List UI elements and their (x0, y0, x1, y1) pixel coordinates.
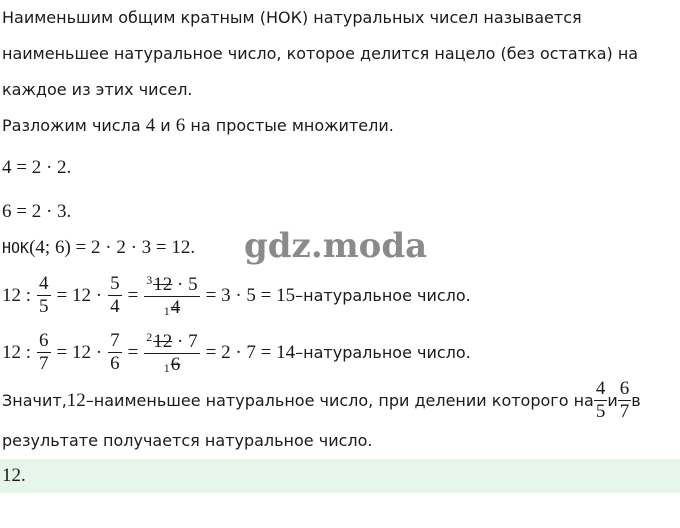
conclusion-suffix: в (631, 391, 641, 410)
conclusion-number: 12 (66, 389, 86, 411)
conclusion-line-1 (2, 378, 641, 423)
calc1-tail: –натуральное число. (295, 286, 471, 305)
number-6: 6 (175, 115, 186, 136)
watermark-logo: gdz.moda (244, 226, 428, 266)
calc1-lead: 12 : (2, 284, 32, 306)
fraction-7-6: $\frac{7}{6}$ (110, 330, 120, 374)
decompose-suffix: на простые множители. (185, 116, 394, 135)
conclusion-line-2: результате получается натуральное число. (2, 431, 373, 450)
fraction-4-5-small: $\frac{4}{5}$ (595, 378, 606, 422)
calc2-result: = 2 · 7 = 14 (205, 341, 296, 363)
equation-4: 4 = 2 · 2. (2, 157, 72, 178)
fraction-4-5: $\frac{4}{5}$ (39, 273, 49, 317)
nok-line (2, 238, 195, 258)
calc2-eq-a: = 12 · (56, 341, 103, 363)
calc2-tail: –натуральное число. (295, 343, 471, 362)
calc1-result: = 3 · 5 = 15 (205, 284, 296, 306)
calc-line-1 (2, 269, 471, 322)
equation-6: 6 = 2 · 3. (2, 201, 72, 222)
calc-line-2 (2, 326, 471, 379)
calc2-lead: 12 : (2, 341, 32, 363)
decompose-mid: и (155, 116, 176, 135)
fraction-5-4: $\frac{5}{4}$ (110, 273, 120, 317)
conclusion-mid: –наименьшее натуральное число, при делении которого на (85, 391, 594, 410)
calc1-eq-a: = 12 · (56, 284, 103, 306)
intro-line-3: каждое из этих чисел. (2, 80, 193, 99)
number-4: 4 (145, 115, 156, 136)
intro-line-2: наименьшее натуральное число, которое делится нацело (без остатка) на (2, 44, 639, 63)
nok-label: НОК (2, 239, 30, 257)
conclusion-prefix: Значит, (2, 391, 67, 410)
fraction-reduced-1: $\frac{^312 \cdot 5}{14}$ (144, 269, 199, 322)
intro-line-1: Наименьшим общим кратным (НОК) натуральных чисел называется (2, 8, 582, 27)
nok-expression: (4; 6) = 2 · 2 · 3 = 12. (29, 237, 196, 258)
answer-box (0, 459, 680, 493)
answer-value: 12. (2, 465, 26, 486)
fraction-6-7: $\frac{6}{7}$ (39, 330, 49, 374)
decompose-prefix: Разложим числа (2, 116, 146, 135)
calc1-eq-b: = (127, 284, 139, 306)
decompose-line (2, 116, 394, 136)
fraction-reduced-2: $\frac{^212 \cdot 7}{16}$ (144, 326, 199, 379)
conclusion-and: и (607, 391, 618, 410)
calc2-eq-b: = (127, 341, 139, 363)
fraction-6-7-small: $\frac{6}{7}$ (619, 378, 630, 422)
